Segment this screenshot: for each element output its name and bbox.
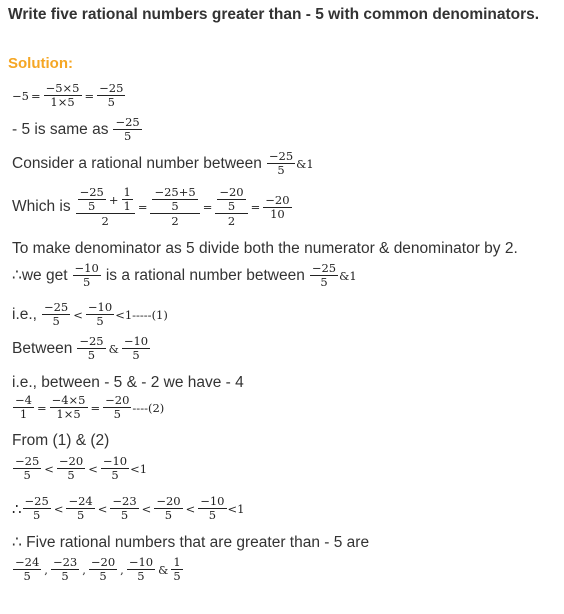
fraction: $\frac{-10}{5}$ [128, 555, 154, 583]
fraction: $\frac{-4}{1}$ [15, 393, 32, 421]
statement-text: To make denominator as 5 divide both the numerator & denominator by 2. [12, 240, 518, 257]
equals: = [250, 200, 261, 214]
eq-line-15: $\frac{-24}{5}$ , $\frac{-23}{5}$ , $\frac{-20}{5}$ , $\frac{-10}{5}$ & $\frac{1}{5}$ [15, 555, 181, 583]
eq-line-10: $\frac{-4}{1}$ = $\frac{-4\times 5}{1\times 5}$ = $\frac{-20}{5}$ ----(2) [15, 393, 165, 421]
fraction: $\frac{-20}{5}$ [58, 454, 84, 482]
fraction: $\frac{-25}{5}$ [311, 261, 337, 289]
fraction: $\frac{-25}{5}$ [24, 494, 49, 522]
statement-text: Which is [12, 198, 71, 215]
fraction: $\frac{-25}{5}$ [268, 149, 294, 177]
statement-text: ∴we get [12, 267, 68, 284]
equals: = [137, 200, 148, 214]
fraction: $\frac{-20}{5}$ [90, 555, 116, 583]
fraction: $\frac{-5\times 5}{1\times 5}$ [45, 81, 80, 109]
eq-line-12: $\frac{-25}{5}$ < $\frac{-20}{5}$ < $\frac{-10}{5}$ <1 [15, 454, 148, 482]
eq-line-7: i.e., $\frac{-25}{5}$ < $\frac{-10}{5}$ <1-----(1) [12, 300, 168, 328]
tail: ----(2) [132, 400, 165, 415]
fraction: $\frac{-25}{5}$ [115, 115, 140, 143]
equals: = [30, 88, 41, 103]
fraction: $\frac{-10}{5}$ [123, 334, 149, 362]
fraction: $\frac{-23}{5}$ [52, 555, 78, 583]
equals: = [202, 200, 213, 214]
fraction: $\frac{-4\times 5}{1\times 5}$ [51, 393, 86, 421]
solution-label: Solution: [8, 55, 73, 72]
question-heading: Write five rational numbers greater than - 5 with common denominators. [8, 6, 540, 23]
eq-line-13: ∴ $\frac{-25}{5}$ < $\frac{-24}{5}$ < $\frac{-23}{5}$ < $\frac{-20}{5}$ < $\frac{-10}{5}$ <1 [12, 494, 245, 522]
fraction: $\frac{-10}{5}$ [200, 494, 225, 522]
fraction: $\frac{-24}{5}$ [15, 555, 40, 583]
fraction: $\frac{-25}{5}$ [43, 300, 69, 328]
eq-line-8: Between $\frac{-25}{5}$ & $\frac{-10}{5}$ [12, 334, 149, 362]
eq-line-4 [12, 186, 293, 228]
statement-text: Between [12, 339, 73, 357]
fraction: $\frac{-25}{5}$ [15, 454, 40, 482]
fraction: $\frac{-20}{5}$ [105, 393, 130, 421]
fraction: $\frac{-10}{5}$ [102, 454, 128, 482]
fraction: $\frac{-10}{5}$ [74, 261, 99, 289]
fraction: $\frac{-10}{5}$ [87, 300, 113, 328]
statement-text: From (1) & (2) [12, 432, 110, 449]
tail: &1 [339, 268, 357, 283]
eq-line-2 [12, 116, 143, 143]
tail: <1 [227, 501, 245, 516]
fraction: $\frac{-23}{5}$ [112, 494, 137, 522]
fraction: $\frac{-20}{10}$ [265, 192, 290, 221]
fraction: $\frac{-24}{5}$ [68, 494, 93, 522]
fraction: $\frac{-25}{5}$ [99, 81, 124, 109]
equals: = [84, 88, 95, 103]
statement-text: i.e., between - 5 & - 2 we have - 4 [12, 374, 244, 391]
compound-fraction: $\frac{\frac{-25+5}{5}}{2}$ [150, 186, 199, 228]
eq-line-1 [12, 82, 126, 109]
statement-text: is a rational number between [105, 266, 305, 284]
statement-text: i.e., [12, 305, 37, 323]
statement-text: ∴ Five rational numbers that are greater than - 5 are [12, 534, 370, 551]
fraction: $\frac{1}{5}$ [173, 555, 181, 583]
tail: <1 [130, 461, 148, 476]
therefore-symbol: ∴ [12, 499, 22, 518]
eq-line-6 [12, 262, 357, 289]
statement-text: - 5 is same as [12, 120, 109, 138]
eq-line-3 [12, 150, 314, 177]
compound-fraction: $\frac{-25}{5}$ + $\frac{1}{1}$ 2 [76, 186, 135, 228]
tail: &1 [296, 156, 314, 171]
fraction: $\frac{-25}{5}$ [79, 334, 104, 362]
tail: <1-----(1) [115, 307, 168, 322]
lhs: −5 [12, 88, 29, 103]
statement-text: Consider a rational number between [12, 154, 262, 172]
fraction: $\frac{-20}{5}$ [156, 494, 181, 522]
compound-fraction: $\frac{\frac{-20}{5}}{2}$ [215, 186, 247, 228]
